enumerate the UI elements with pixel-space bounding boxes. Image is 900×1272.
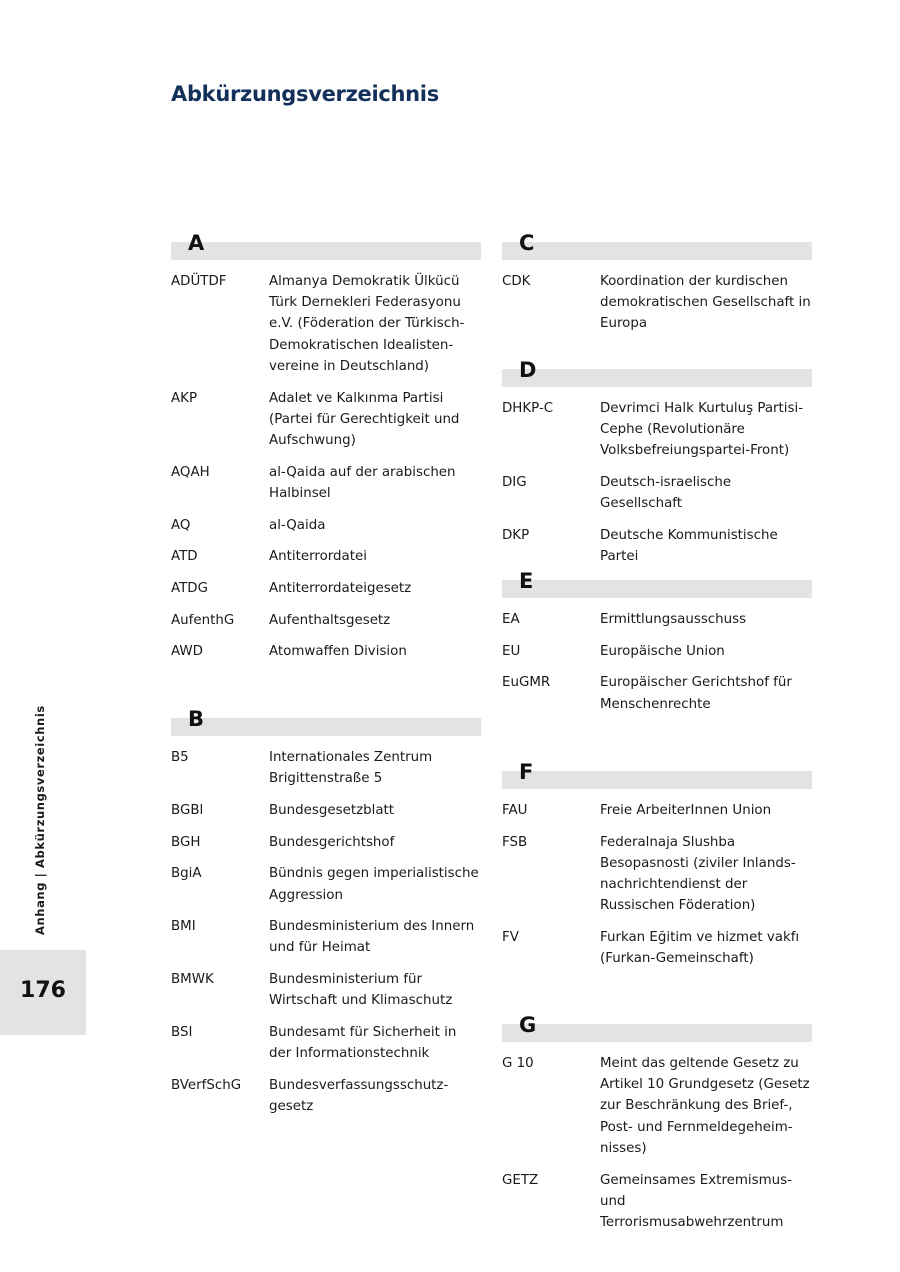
section-header [502, 568, 812, 598]
abbreviation: EuGMR [502, 675, 551, 691]
section-header-bar [171, 718, 481, 736]
abbreviation-description: al-Qaida [269, 517, 326, 533]
abbreviation-description: Almanya Demokratik Ülkücü Türk Dernekleri Federasyonu e.V. (Föderation der Türkisch-Demokratischen Idealisten-vereine in Deutschland) [269, 274, 465, 374]
abbreviation-description: Ermittlungsausschuss [600, 612, 747, 627]
abbreviation: CDK [502, 274, 531, 289]
section-e [502, 568, 812, 725]
side-running-header: Anhang | Abkürzungsverzeichnis [33, 705, 47, 935]
abbreviation: BMWK [171, 972, 214, 988]
abbreviation-description: Adalet ve Kalkınma Partisi (Partei für Gerechtigkeit und Aufschwung) [269, 390, 460, 448]
abbreviation-entry [502, 609, 812, 630]
abbreviation-description: Atomwaffen Division [269, 644, 407, 660]
abbreviation-description: al-Qaida auf der arabischen Halbinsel [269, 464, 456, 501]
abbreviation-entry [502, 672, 812, 714]
abbreviation: AWD [171, 644, 203, 660]
abbreviation: B5 [171, 750, 189, 765]
abbreviation-description: Devrimci Halk Kurtuluş Partisi-Cephe (Revolutionäre Volksbefreiungspartei-Front) [600, 401, 804, 459]
abbreviation: FSB [502, 834, 528, 850]
section-letter: E [519, 569, 534, 593]
abbreviation-entry [502, 832, 812, 917]
entry-list [171, 271, 481, 663]
abbreviation-description: Europäische Union [600, 643, 725, 659]
section-a [171, 230, 481, 673]
abbreviation-entry [502, 927, 812, 969]
abbreviation-entry [171, 462, 481, 504]
section-c [502, 230, 812, 345]
abbreviation: ATDG [171, 580, 208, 596]
section-header-bar [502, 580, 812, 598]
abbreviation-entry [502, 398, 812, 462]
section-letter: D [519, 358, 537, 382]
abbreviation: EA [502, 612, 520, 627]
abbreviation: FAU [502, 803, 528, 818]
abbreviation-entry [171, 1022, 481, 1064]
abbreviation-description: Aufenthaltsgesetz [269, 612, 391, 628]
abbreviation: BgiA [171, 866, 202, 882]
abbreviation-entry [171, 610, 481, 631]
abbreviation-entry [171, 388, 481, 452]
abbreviation-entry [502, 472, 812, 514]
abbreviation-entry [171, 916, 481, 958]
abbreviation: AQAH [171, 464, 210, 480]
section-header [502, 230, 812, 260]
abbreviation-entry [171, 747, 481, 789]
abbreviation: BSI [171, 1025, 193, 1041]
abbreviation-description: Bundesministerium des Innern und für Heimat [269, 919, 475, 956]
abbreviation-entry [171, 578, 481, 599]
abbreviation: DIG [502, 475, 527, 491]
abbreviation-description: Furkan Eğitim ve hizmet vakfı (Furkan-Gemeinschaft) [600, 930, 800, 967]
abbreviation-entry [171, 969, 481, 1011]
abbreviation-entry [502, 271, 812, 335]
section-header-bar [502, 369, 812, 387]
section-f [502, 759, 812, 980]
abbreviation-description: Bundesverfassungsschutz-gesetz [269, 1077, 449, 1115]
abbreviation-description: Bundesministerium für Wirtschaft und Klimaschutz [269, 972, 453, 1009]
page-title: Abkürzungsverzeichnis [171, 82, 439, 106]
abbreviation-entry [171, 271, 481, 377]
entry-list [171, 747, 481, 1117]
abbreviation: ADÜTDF [171, 274, 227, 289]
abbreviation: AQ [171, 517, 191, 533]
abbreviation: AufenthG [171, 612, 235, 628]
abbreviation-description: Antiterrordatei [269, 549, 367, 565]
page-number-box [0, 950, 86, 1035]
entry-list [502, 398, 812, 567]
abbreviation: GETZ [502, 1172, 539, 1188]
abbreviation-description: Koordination der kurdischen demokratischen Gesellschaft in Europa [600, 274, 811, 332]
abbreviation: AKP [171, 390, 198, 406]
abbreviation-description: Bundesamt für Sicherheit in der Informationstechnik [269, 1025, 457, 1062]
abbreviation-description: Bundesgesetzblatt [269, 802, 395, 818]
abbreviation: G 10 [502, 1056, 534, 1071]
abbreviation: BVerfSchG [171, 1077, 242, 1093]
abbreviation: FV [502, 930, 519, 946]
abbreviation: DHKP-C [502, 401, 554, 416]
section-letter: G [519, 1013, 537, 1037]
abbreviation: ATD [171, 549, 198, 565]
abbreviation-description: Deutsch-israelische Gesellschaft [600, 475, 732, 512]
abbreviation-description: Bundesgerichtshof [269, 834, 395, 850]
abbreviation: BGBl [171, 802, 204, 818]
abbreviation-description: Bündnis gegen imperialistische Aggression [269, 866, 479, 903]
abbreviation-description: Meint das geltende Gesetz zu Artikel 10 Grundgesetz (Gesetz zur Beschränkung des Brief-, Post- und Fernmeldegeheim-nisses) [600, 1056, 810, 1156]
abbreviation-entry [171, 546, 481, 567]
section-header-bar [502, 1024, 812, 1042]
section-header [171, 706, 481, 736]
abbreviation-entry [171, 832, 481, 853]
section-header [502, 759, 812, 789]
section-header-bar [171, 242, 481, 260]
abbreviation-entry [171, 515, 481, 536]
section-header-bar [502, 242, 812, 260]
section-header [502, 357, 812, 387]
section-b [171, 706, 481, 1128]
abbreviation-entry [502, 641, 812, 662]
abbreviation-description: Gemeinsames Extremismus- und Terrorismusabwehrzentrum [600, 1172, 792, 1230]
abbreviation-entry [171, 641, 481, 662]
section-header [171, 230, 481, 260]
page-number: 176 [20, 978, 66, 1003]
abbreviation-description: Europäischer Gerichtshof für Menschenrechte [600, 675, 792, 712]
section-letter: B [188, 707, 205, 731]
abbreviation: BMI [171, 919, 196, 935]
abbreviation: EU [502, 643, 521, 659]
abbreviation-description: Antiterrordateigesetz [269, 580, 412, 596]
entry-list [502, 1053, 812, 1233]
abbreviation-entry [171, 800, 481, 821]
abbreviation-entry [171, 1075, 481, 1117]
section-header [502, 1012, 812, 1042]
section-g [502, 1012, 812, 1244]
abbreviation-description: Federalnaja Slushba Besopasnosti (ziviler Inlands-nachrichtendienst der Russischen Föderation) [600, 834, 796, 914]
abbreviation-entry [502, 1053, 812, 1159]
abbreviation-entry [171, 863, 481, 905]
entry-list [502, 271, 812, 335]
abbreviation-description: Deutsche Kommunistische Partei [600, 528, 778, 565]
section-d [502, 357, 812, 578]
section-letter: C [519, 231, 535, 255]
abbreviation: BGH [171, 834, 201, 850]
section-letter: F [519, 760, 534, 784]
section-letter: A [188, 231, 205, 255]
entry-list [502, 609, 812, 715]
abbreviation-description: Internationales Zentrum Brigittenstraße 5 [269, 750, 433, 787]
abbreviation-entry [502, 1170, 812, 1234]
entry-list [502, 800, 812, 969]
abbreviation: DKP [502, 528, 530, 544]
abbreviation-description: Freie ArbeiterInnen Union [600, 803, 772, 818]
section-header-bar [502, 771, 812, 789]
abbreviation-entry [502, 525, 812, 567]
abbreviation-entry [502, 800, 812, 821]
